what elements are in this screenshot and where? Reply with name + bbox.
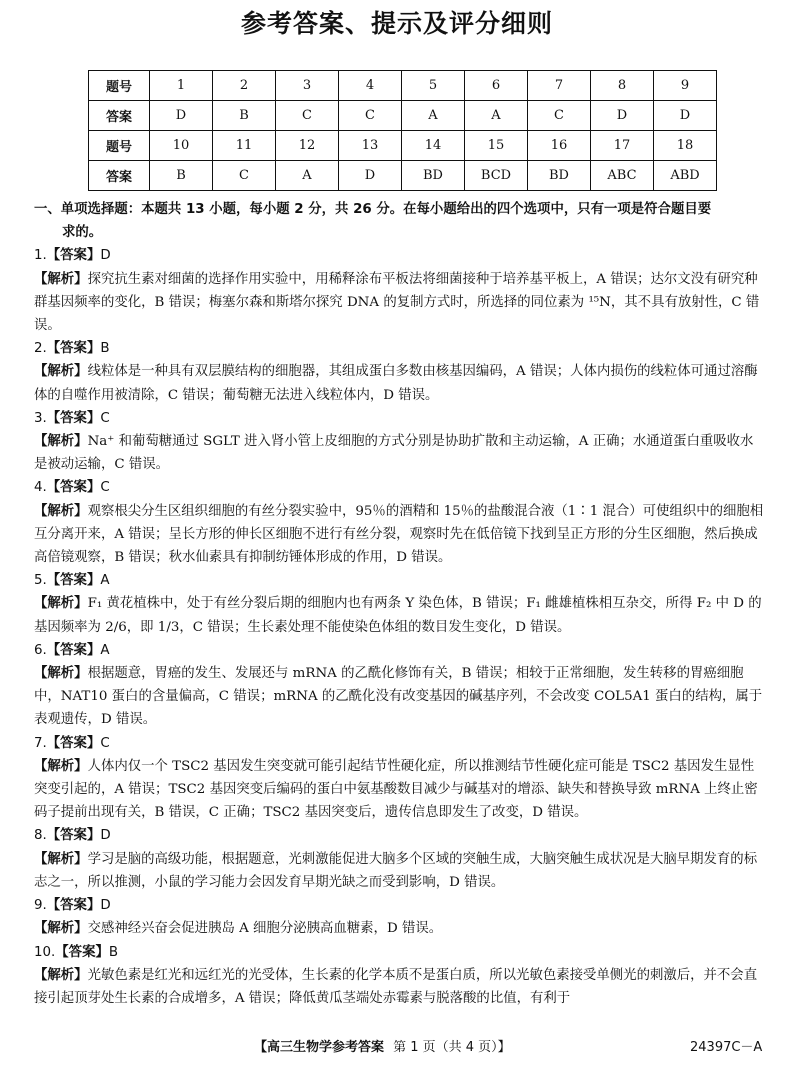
section-heading-cont: 求的。 (62, 225, 103, 241)
analysis-label: 【解析】 (34, 851, 88, 867)
footer-page: 第 1 页（共 4 页）】 (393, 1040, 511, 1055)
answer-cell: C (276, 101, 339, 131)
answer-cell: BCD (465, 161, 528, 191)
analysis-label: 【解析】 (34, 364, 88, 380)
answer-line (34, 569, 764, 592)
question-number-cell: 6 (465, 71, 528, 101)
analysis-paragraph (34, 268, 764, 338)
answer-value: B (108, 944, 119, 960)
footer-title (254, 1036, 511, 1055)
footer-code: 24397C－A (690, 1040, 763, 1055)
analysis-paragraph (34, 964, 764, 1010)
analysis-label: 【解析】 (34, 921, 88, 937)
answer-label: 【答案】 (46, 248, 101, 264)
answer-cell: B (213, 101, 276, 131)
footer-left: 【高三生物学参考答案 (254, 1040, 385, 1055)
answer-cell: C (339, 101, 402, 131)
answer-cell: D (591, 101, 654, 131)
section-heading: 一、单项选择题：本题共 13 小题，每小题 2 分，共 26 分。在每小题给出的四个选项中，只有一项是符合题目要 (34, 202, 712, 217)
answer-value: A (100, 573, 110, 589)
answer-line (34, 824, 764, 847)
answer-value: D (100, 248, 111, 264)
answer-value: C (100, 410, 110, 426)
question-number: 4. (34, 480, 47, 496)
answer-cell: D (150, 101, 213, 131)
question-number: 9. (34, 898, 47, 914)
answer-table (88, 70, 717, 191)
answer-cell: A (465, 101, 528, 131)
answer-cell: ABD (654, 161, 717, 191)
question-number: 10. (34, 944, 56, 960)
answer-cell: D (654, 101, 717, 131)
analysis-paragraph (34, 360, 764, 406)
analysis-label: 【解析】 (34, 596, 88, 612)
analysis-paragraph (34, 662, 764, 732)
answer-label: 【答案】 (46, 642, 101, 658)
answer-line (34, 476, 764, 499)
analysis-paragraph (34, 755, 764, 825)
analysis-label: 【解析】 (34, 434, 88, 450)
question-number-cell: 9 (654, 71, 717, 101)
answer-label: 【答案】 (46, 410, 101, 426)
question-number: 2. (34, 341, 47, 357)
question-number-cell: 4 (339, 71, 402, 101)
analysis-label: 【解析】 (34, 271, 88, 287)
answer-cell: BD (402, 161, 465, 191)
row-label-question: 题号 (89, 71, 150, 101)
row-label-answer: 答案 (89, 101, 150, 131)
analysis-label: 【解析】 (34, 503, 88, 519)
answer-value: B (100, 341, 110, 357)
analysis-label: 【解析】 (34, 967, 88, 983)
row-label-question: 题号 (89, 131, 150, 161)
answer-cell: BD (528, 161, 591, 191)
question-number-cell: 11 (213, 131, 276, 161)
answer-content (34, 198, 764, 1010)
question-number: 1. (34, 248, 47, 264)
analysis-text: 观察根尖分生区组织细胞的有丝分裂实验中，95％的酒精和 15％的盐酸混合液（1∶1 混合）可使组织中的细胞相互分离开来，A 错误；呈长方形的伸长区细胞不进行有丝分裂，观察时先在低倍镜下找到呈正方形的分生区细胞，然后换成高倍镜观察，B 错误；秋水仙素具有抑制纺锤体形成的作用，D 错误。 (34, 503, 764, 566)
answer-label: 【答案】 (46, 735, 101, 751)
analysis-paragraph (34, 592, 764, 638)
question-number-cell: 16 (528, 131, 591, 161)
analysis-text: F₁ 黄花植株中，处于有丝分裂后期的细胞内也有两条 Y 染色体，B 错误；F₁ 雌雄植株相互杂交，所得 F₂ 中 D 的基因频率为 2/6，即 1/3，C 错误；生长素处理不能使染色体组的数目发生变化，D 错误。 (34, 596, 762, 635)
answer-label: 【答案】 (46, 341, 101, 357)
analysis-paragraph (34, 848, 764, 894)
question-number-cell: 7 (528, 71, 591, 101)
question-number-cell: 14 (402, 131, 465, 161)
analysis-text: 探究抗生素对细菌的选择作用实验中，用稀释涂布平板法将细菌接种于培养基平板上，A 错误；达尔文没有研究种群基因频率的变化，B 错误；梅塞尔森和斯塔尔探究 DNA 的复制方式时，所选择的同位素为 ¹⁵N，其不具有放射性，C 错误。 (34, 271, 760, 334)
answer-value: C (100, 480, 110, 496)
page-title: 参考答案、提示及评分细则 (240, 9, 553, 38)
answer-value: D (100, 828, 111, 844)
analysis-paragraph (34, 917, 764, 940)
answer-line (34, 732, 764, 755)
row-label-answer: 答案 (89, 161, 150, 191)
question-number-cell: 12 (276, 131, 339, 161)
question-number-cell: 17 (591, 131, 654, 161)
analysis-text: Na⁺ 和葡萄糖通过 SGLT 进入肾小管上皮细胞的方式分别是协助扩散和主动运输，A 正确；水通道蛋白重吸收水是被动运输，C 错误。 (34, 434, 754, 473)
answer-value: D (100, 898, 111, 914)
table-row (89, 101, 717, 131)
question-number-cell: 15 (465, 131, 528, 161)
question-number-cell: 1 (150, 71, 213, 101)
answer-line (34, 337, 764, 360)
question-number: 8. (34, 828, 47, 844)
answer-label: 【答案】 (55, 944, 109, 960)
analysis-paragraph (34, 500, 764, 570)
question-number-cell: 8 (591, 71, 654, 101)
answer-line (34, 639, 764, 662)
analysis-paragraph (34, 430, 764, 476)
question-number-cell: 18 (654, 131, 717, 161)
analysis-text: 学习是脑的高级功能，根据题意，光刺激能促进大脑多个区域的突触生成，大脑突触生成状况是大脑早期发育的标志之一，所以推测，小鼠的学习能力会因发育早期光缺之而受到影响，D 错误。 (34, 851, 758, 890)
answer-label: 【答案】 (46, 828, 101, 844)
answer-value: C (100, 735, 110, 751)
answer-cell: A (402, 101, 465, 131)
answer-cell: B (150, 161, 213, 191)
answer-cell: C (213, 161, 276, 191)
analysis-label: 【解析】 (34, 758, 88, 774)
answer-label: 【答案】 (46, 573, 101, 589)
answer-cell: D (339, 161, 402, 191)
analysis-text: 根据题意，胃癌的发生、发展还与 mRNA 的乙酰化修饰有关，B 错误；相较于正常细胞，发生转移的胃癌细胞中，NAT10 蛋白的含量偏高，C 错误；mRNA 的乙酰化没有改变基因的碱基序列，不会改变 COL5A1 蛋白的结构，属于表观遗传，D 错误。 (34, 666, 763, 728)
question-number-cell: 10 (150, 131, 213, 161)
answer-line (34, 894, 764, 917)
question-number-cell: 5 (402, 71, 465, 101)
answer-line (34, 941, 764, 964)
item-list (34, 244, 764, 1010)
answer-line (34, 244, 764, 267)
analysis-text: 线粒体是一种具有双层膜结构的细胞器，其组成蛋白多数由核基因编码，A 错误；人体内损伤的线粒体可通过溶酶体的自噬作用被清除，C 错误；葡萄糖无法进入线粒体内，D 错误。 (34, 364, 758, 403)
answer-line (34, 407, 764, 430)
answer-cell: ABC (591, 161, 654, 191)
answer-label: 【答案】 (46, 898, 101, 914)
table-row (89, 131, 717, 161)
question-number: 5. (34, 573, 47, 589)
answer-cell: A (276, 161, 339, 191)
answer-value: A (100, 642, 110, 658)
answer-cell: C (528, 101, 591, 131)
question-number-cell: 2 (213, 71, 276, 101)
analysis-label: 【解析】 (34, 666, 88, 682)
analysis-text: 人体内仅一个 TSC2 基因发生突变就可能引起结节性硬化症，所以推测结节性硬化症可能是 TSC2 基因发生显性突变引起的，A 错误；TSC2 基因突变后编码的蛋白中氨基酸数目减少与碱基对的增添、缺失和替换导致 mRNA 上终止密码子提前出现有关，B 错误，C 正确；TSC2 基因突变后，遗传信息即发生了改变，D 错误。 (34, 758, 758, 821)
answer-label: 【答案】 (46, 480, 101, 496)
table-row (89, 161, 717, 191)
question-number: 6. (34, 642, 47, 658)
question-number: 7. (34, 735, 47, 751)
question-number: 3. (34, 410, 47, 426)
page-footer (0, 1036, 794, 1056)
question-number-cell: 13 (339, 131, 402, 161)
question-number-cell: 3 (276, 71, 339, 101)
analysis-text: 光敏色素是红光和远红光的光受体，生长素的化学本质不是蛋白质，所以光敏色素接受单侧光的刺激后，并不会直接引起顶芽处生长素的合成增多，A 错误；降低黄瓜茎端处赤霉素与脱落酸的比值，有利于 (34, 967, 758, 1006)
table-row (89, 71, 717, 101)
analysis-text: 交感神经兴奋会促进胰岛 A 细胞分泌胰高血糖素，D 错误。 (87, 921, 443, 937)
